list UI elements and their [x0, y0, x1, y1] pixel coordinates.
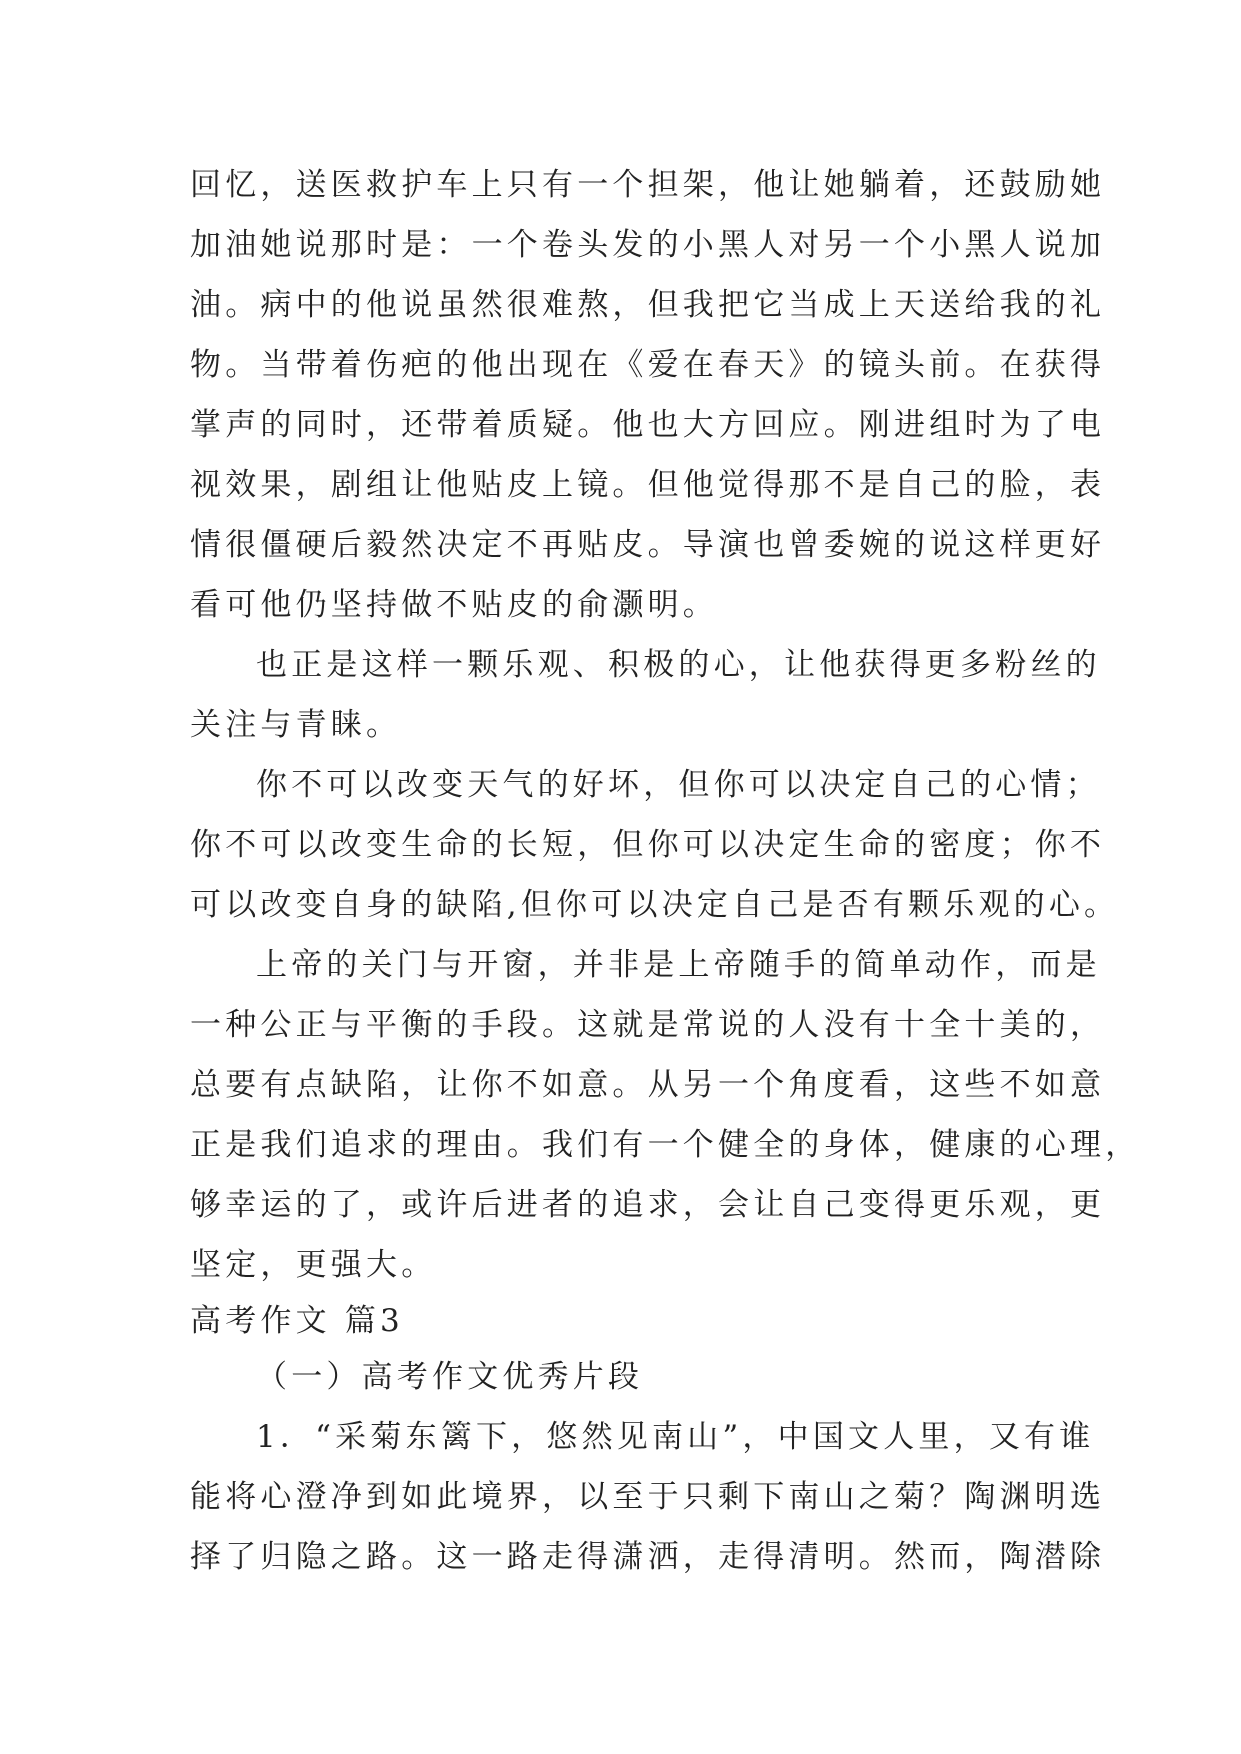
text-line: 情很僵硬后毅然决定不再贴皮。导演也曾委婉的说这样更好 — [190, 527, 1106, 563]
text-line: 总要有点缺陷，让你不如意。从另一个角度看，这些不如意 — [190, 1067, 1106, 1103]
text-line: 关注与青睐。 — [190, 707, 402, 743]
text-line: 坚定，更强大。 — [190, 1247, 437, 1283]
text-line: 物。当带着伤疤的他出现在《爱在春天》的镜头前。在获得 — [190, 347, 1106, 383]
paragraph-first-line: 上帝的关门与开窗，并非是上帝随手的简单动作，而是 — [256, 947, 1101, 983]
text-line: 你不可以改变生命的长短，但你可以决定生命的密度；你不 — [190, 827, 1106, 863]
paragraph-first-line: 你不可以改变天气的好坏，但你可以决定自己的心情； — [256, 767, 1101, 803]
text-line: 加油她说那时是：一个卷头发的小黑人对另一个小黑人说加 — [190, 227, 1106, 263]
subsection-heading: （一）高考作文优秀片段 — [256, 1359, 644, 1395]
paragraph-first-line: 1．“采菊东篱下，悠然见南山”，中国文人里，又有谁 — [256, 1419, 1095, 1455]
section-heading: 高考作文 篇3 — [190, 1303, 404, 1339]
text-line: 油。病中的他说虽然很难熬，但我把它当成上天送给我的礼 — [190, 287, 1106, 323]
text-line: 视效果，剧组让他贴皮上镜。但他觉得那不是自己的脸，表 — [190, 467, 1106, 503]
text-line: 回忆，送医救护车上只有一个担架，他让她躺着，还鼓励她 — [190, 167, 1106, 203]
text-line: 够幸运的了，或许后进者的追求，会让自己变得更乐观，更 — [190, 1187, 1106, 1223]
text-line: 正是我们追求的理由。我们有一个健全的身体，健康的心理， — [190, 1127, 1141, 1163]
text-line: 看可他仍坚持做不贴皮的俞灏明。 — [190, 587, 718, 623]
text-line: 掌声的同时，还带着质疑。他也大方回应。刚进组时为了电 — [190, 407, 1106, 443]
paragraph-first-line: 也正是这样一颗乐观、积极的心，让他获得更多粉丝的 — [256, 647, 1101, 683]
text-line: 可以改变自身的缺陷,但你可以决定自己是否有颗乐观的心。 — [190, 887, 1120, 923]
text-line: 择了归隐之路。这一路走得潇洒，走得清明。然而，陶潜除 — [190, 1539, 1106, 1575]
text-line: 一种公正与平衡的手段。这就是常说的人没有十全十美的， — [190, 1007, 1106, 1043]
text-line: 能将心澄净到如此境界，以至于只剩下南山之菊？陶渊明选 — [190, 1479, 1106, 1515]
